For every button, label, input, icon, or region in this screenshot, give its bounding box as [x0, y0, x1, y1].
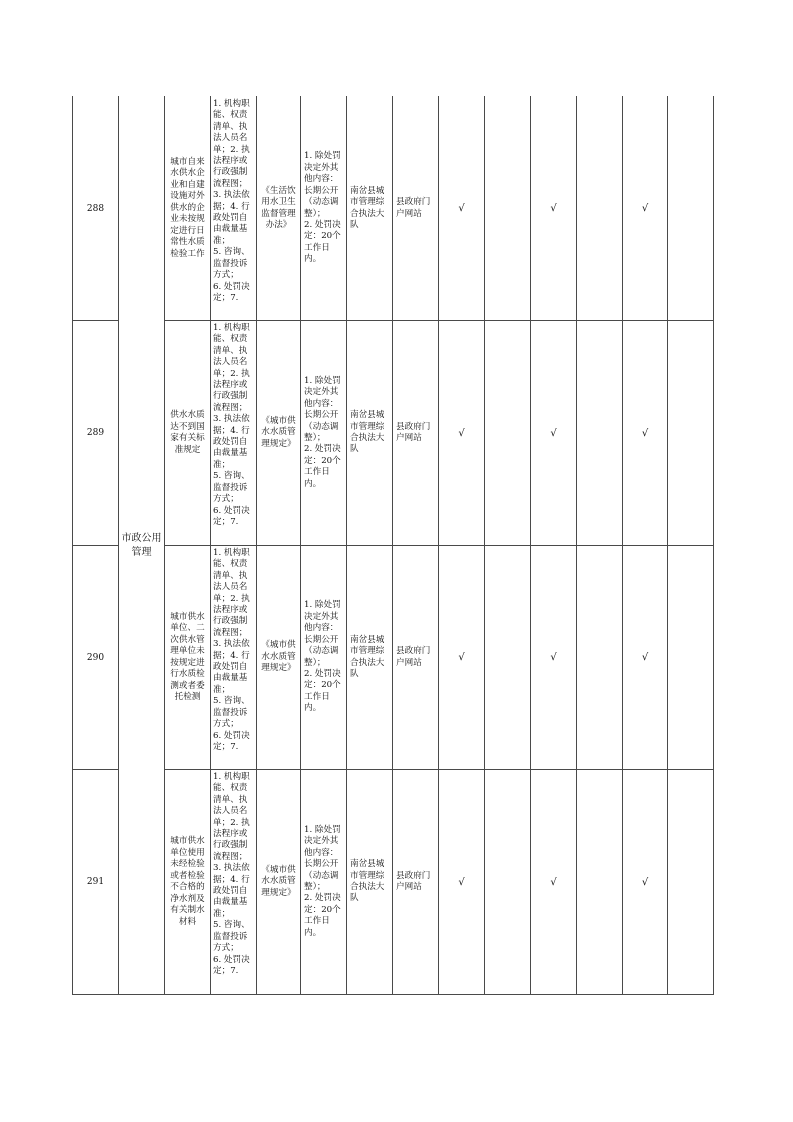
checkmark-cell: √ — [641, 876, 649, 888]
empty-cell — [485, 97, 530, 320]
disclosure-channel-cell: 县政府门户网站 — [396, 870, 431, 892]
checkmark-cell: √ — [458, 203, 465, 214]
disclosure-content-cell-text: 1. 机构职能、权责清单、执法人员名单；2. 执法程序或行政强制流程图；3. 执法依据；4. 行政处罚自由裁量基准； 5. 咨询、监督投诉方式； 6. 处罚决定；7. — [213, 772, 250, 976]
empty-cell — [668, 546, 713, 769]
disclosure-timing-cell: 1. 除处罚决定外其他内容：长期公开（动态调整）； 2. 处罚决定：20个工作日内。 — [304, 824, 341, 938]
checkmark-cell: √ — [550, 427, 557, 439]
empty-cell — [577, 770, 622, 994]
disclosure-timing-cell: 1. 除处罚决定外其他内容：长期公开（动态调整）； 2. 处罚决定：20个工作日内。 — [304, 151, 341, 265]
empty-cell — [668, 770, 713, 994]
checkmark-cell: √ — [550, 203, 557, 214]
disclosure-content-cell — [211, 97, 256, 320]
row-number: 288 — [86, 203, 105, 214]
matter-name-cell: 城市供水单位使用未经检验或者检验不合格的净水剂及有关制水材料 — [170, 836, 205, 927]
checkmark-cell: √ — [641, 427, 649, 439]
checkmark-cell: √ — [458, 652, 465, 663]
legal-basis-cell: 《城市供水水质管理规定》 — [261, 640, 296, 674]
disclosure-content-cell-text: 1. 机构职能、权责清单、执法人员名单；2. 执法程序或行政强制流程图；3. 执法依据；4. 行政处罚自由裁量基准； 5. 咨询、监督投诉方式； 6. 处罚决定；7. — [213, 323, 250, 527]
disclosure-table — [72, 96, 713, 994]
disclosure-content-cell — [211, 770, 256, 994]
empty-cell — [485, 321, 530, 545]
checkmark-cell: √ — [641, 203, 649, 214]
disclosure-timing-cell: 1. 除处罚决定外其他内容：长期公开（动态调整）； 2. 处罚决定：20个工作日内。 — [304, 375, 341, 489]
disclosure-subject-cell: 南岔县城市管理综合执法大队 — [350, 634, 385, 679]
empty-cell — [577, 321, 622, 545]
disclosure-subject-cell: 南岔县城市管理综合执法大队 — [350, 185, 385, 230]
disclosure-channel-cell: 县政府门户网站 — [396, 646, 431, 668]
disclosure-timing-cell: 1. 除处罚决定外其他内容：长期公开（动态调整）； 2. 处罚决定：20个工作日内。 — [304, 600, 341, 714]
legal-basis-cell: 《生活饮用水卫生监督管理办法》 — [261, 185, 296, 230]
matter-name-cell: 城市供水单位、二次供水管理单位未按规定进行水质检测或者委托检测 — [170, 611, 205, 702]
empty-cell — [577, 546, 622, 769]
empty-cell — [668, 321, 713, 545]
table-row-line — [72, 994, 714, 995]
disclosure-channel-cell: 县政府门户网站 — [396, 197, 431, 219]
checkmark-cell: √ — [550, 652, 557, 663]
disclosure-channel-cell: 县政府门户网站 — [396, 421, 431, 443]
category-cell: 市政公用管理 — [121, 532, 162, 558]
legal-basis-cell: 《城市供水水质管理规定》 — [261, 864, 296, 898]
disclosure-content-cell-text: 1. 机构职能、权责清单、执法人员名单；2. 执法程序或行政强制流程图；3. 执法依据；4. 行政处罚自由裁量基准； 5. 咨询、监督投诉方式； 6. 处罚决定；7. — [213, 99, 250, 303]
legal-basis-cell: 《城市供水水质管理规定》 — [261, 415, 296, 449]
checkmark-cell: √ — [550, 876, 557, 888]
disclosure-subject-cell: 南岔县城市管理综合执法大队 — [350, 410, 385, 455]
disclosure-content-cell — [211, 321, 256, 545]
empty-cell — [485, 546, 530, 769]
matter-name-cell: 供水水质达不到国家有关标准规定 — [170, 410, 205, 455]
row-number: 289 — [86, 428, 105, 438]
disclosure-content-cell-text: 1. 机构职能、权责清单、执法人员名单；2. 执法程序或行政强制流程图；3. 执法依据；4. 行政处罚自由裁量基准； 5. 咨询、监督投诉方式； 6. 处罚决定；7. — [213, 548, 250, 752]
empty-cell — [668, 97, 713, 320]
checkmark-cell: √ — [641, 652, 649, 663]
checkmark-cell: √ — [458, 427, 465, 439]
row-number: 291 — [86, 877, 105, 887]
row-number: 290 — [86, 652, 105, 663]
empty-cell — [577, 97, 622, 320]
empty-cell — [485, 770, 530, 994]
disclosure-content-cell — [211, 546, 256, 769]
checkmark-cell: √ — [458, 876, 465, 888]
matter-name-cell: 城市自来水供水企业和自建设施对外供水的企业未按规定进行日常性水质检验工作 — [170, 156, 205, 259]
disclosure-subject-cell: 南岔县城市管理综合执法大队 — [350, 859, 385, 904]
